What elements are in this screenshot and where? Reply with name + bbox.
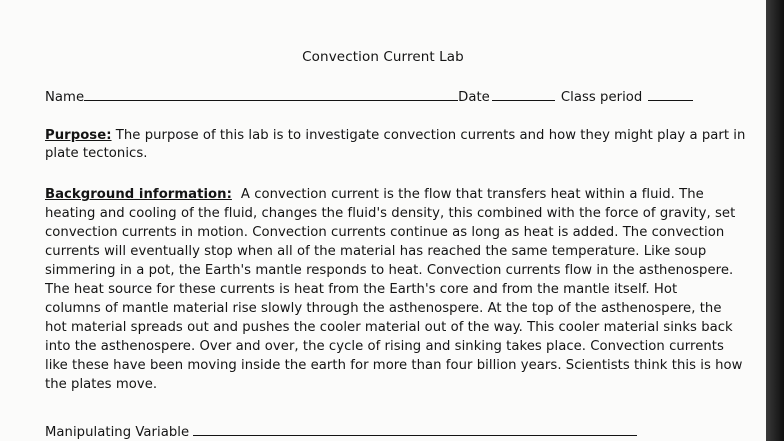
background-line-2: heating and cooling of the fluid, changes the fluid's density, this combined with the force of gravity, set <box>45 206 736 221</box>
background-line-10: like these have been moving inside the earth for more than four billion years. Scientists think this is how <box>45 358 743 373</box>
name-field[interactable] <box>84 89 458 101</box>
background-text-1: A convection current is the flow that transfers heat within a fluid. The <box>240 187 704 202</box>
background-line-3: convection currents in motion. Convection currents continue as long as heat is added. The convection <box>45 225 725 240</box>
manipulating-variable-label: Manipulating Variable <box>45 425 190 440</box>
class-period-label: Class period <box>560 90 643 105</box>
page-edge-shadow <box>766 0 784 441</box>
background-heading: Background information: <box>45 187 232 202</box>
purpose-text-1: The purpose of this lab is to investigate convection currents and how they might play a part in <box>111 128 746 143</box>
background-line-6: The heat source for these currents is heat from the Earth's core and from the mantle itself. Hot <box>45 282 678 297</box>
background-line-1 <box>45 187 704 202</box>
class-period-field[interactable] <box>648 89 693 101</box>
name-date-row <box>45 89 693 105</box>
background-line-5: simmering in a pot, the Earth's mantle responds to heat. Convection currents flow in the asthenospere. <box>45 263 734 278</box>
date-field[interactable] <box>492 89 555 101</box>
background-line-11: the plates move. <box>45 377 158 392</box>
background-line-8: hot material spreads out and pushes the cooler material out of the way. This cooler material sinks back <box>45 320 733 335</box>
page-title: Convection Current Lab <box>302 49 464 65</box>
background-line-9: into the asthenospere. Over and over, the cycle of rising and sinking takes place. Convection currents <box>45 339 724 354</box>
purpose-line-1 <box>45 128 745 143</box>
name-label: Name <box>45 90 85 105</box>
purpose-heading: Purpose: <box>45 128 112 143</box>
purpose-line-2: plate tectonics. <box>45 146 148 161</box>
background-line-4: currents will eventually stop when all of the material has reached the same temperature. Like soup <box>45 244 707 259</box>
background-line-7: columns of mantle material rise slowly through the asthenospere. At the top of the asthenospere, the <box>45 301 722 316</box>
manipulating-variable-field[interactable] <box>193 424 637 436</box>
date-label: Date <box>458 90 490 105</box>
manipulating-variable-row <box>45 424 637 440</box>
